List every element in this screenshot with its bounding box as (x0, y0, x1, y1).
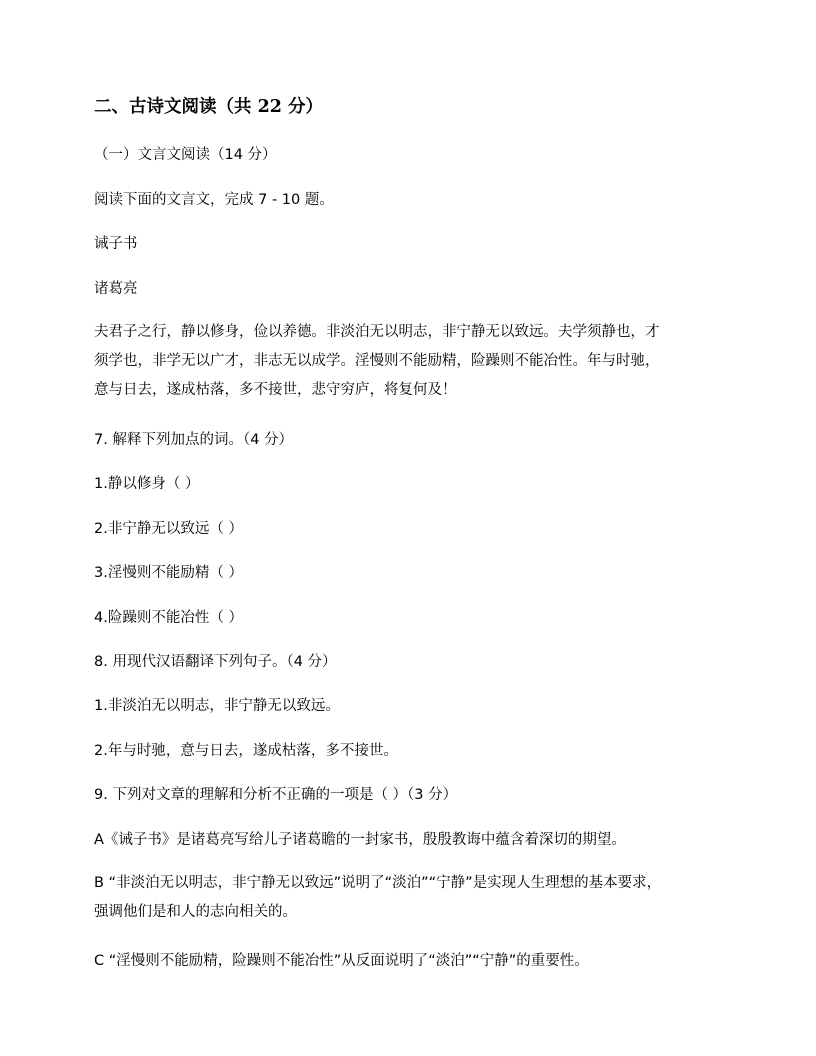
question-7-item: 3.淫慢则不能励精（ ） (94, 565, 243, 581)
question-9-stem: 9. 下列对文章的理解和分析不正确的一项是（ ）（3 分） (94, 787, 458, 803)
question-9-option-a: A《诫子书》是诸葛亮写给儿子诸葛瞻的一封家书，殷殷教诲中蕴含着深切的期望。 (94, 832, 626, 848)
option-b-line: B “非淡泊无以明志，非宁静无以致远”说明了“淡泊”“宁静”是实现人生理想的基本要求， (94, 875, 662, 891)
question-8-stem: 8. 用现代汉语翻译下列句子。（4 分） (94, 654, 337, 670)
passage-line: 夫君子之行，静以修身，俭以养德。非淡泊无以明志，非宁静无以致远。夫学须静也，才 (94, 324, 660, 340)
subsection-title: （一）文言文阅读（14 分） (94, 147, 277, 163)
passage-line: 意与日去，遂成枯落，多不接世，悲守穷庐，将复何及！ (94, 382, 457, 398)
question-8-item: 2.年与时驰，意与日去，遂成枯落，多不接世。 (94, 743, 398, 759)
question-7-item: 2.非宁静无以致远（ ） (94, 521, 243, 537)
question-8-item: 1.非淡泊无以明志，非宁静无以致远。 (94, 698, 340, 714)
question-7-stem: 7. 解释下列加点的词。（4 分） (94, 432, 294, 448)
option-b-line: 强调他们是和人的志向相关的。 (94, 904, 297, 920)
passage-title: 诫子书 (94, 236, 138, 252)
passage-body (94, 318, 724, 405)
question-9-option-c: C “淫慢则不能励精，险躁则不能冶性”从反面说明了“淡泊”“宁静”的重要性。 (94, 953, 589, 969)
section-title: 二、古诗文阅读（共 22 分） (94, 97, 324, 117)
passage-line: 须学也，非学无以广才，非志无以成学。淫慢则不能励精，险躁则不能冶性。年与时驰， (94, 353, 660, 369)
passage-author: 诸葛亮 (94, 281, 138, 297)
instruction-text: 阅读下面的文言文，完成 7 - 10 题。 (94, 192, 334, 208)
question-7-item: 1.静以修身（ ） (94, 476, 200, 492)
question-7-item: 4.险躁则不能冶性（ ） (94, 610, 243, 626)
question-9-option-b (94, 869, 724, 927)
